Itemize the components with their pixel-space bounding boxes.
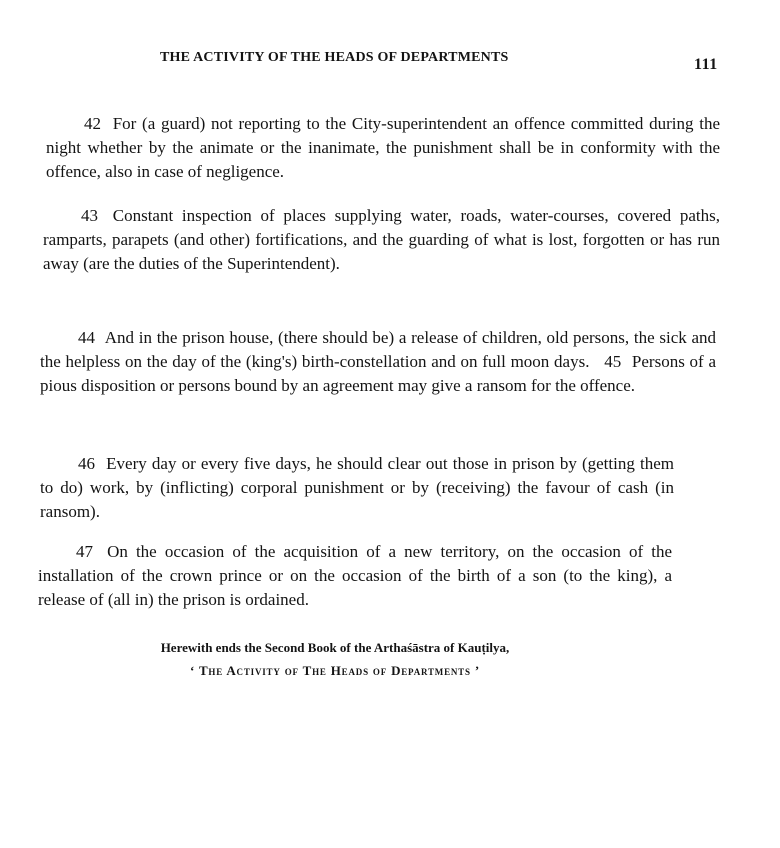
running-head-title: THE ACTIVITY OF THE HEADS OF DEPARTMENTS <box>160 50 509 65</box>
paragraph-43 <box>43 204 720 276</box>
paragraph-46 <box>40 452 674 524</box>
paragraph-47 <box>38 540 672 612</box>
paragraph-number: 47 <box>76 542 93 561</box>
page-number: 111 <box>694 56 718 73</box>
paragraph-text: Every day or every five days, he should clear out those in prison by (getting them to do) work, by (inflicting) corporal punishment or by (receiving) the favour of cash (in ransom). <box>40 454 674 521</box>
paragraph-number: 44 <box>78 328 95 347</box>
colophon-line-2: ‘ The Activity of The Heads of Departments ’ <box>190 663 480 678</box>
paragraph-number: 42 <box>84 114 101 133</box>
paragraph-42 <box>46 112 720 184</box>
paragraph-text: For (a guard) not reporting to the City-superintendent an offence committed during the night whether by the animate or the inanimate, the punishment shall be in conformity with the offence, also in case of negligence. <box>46 114 721 181</box>
paragraph-44 <box>40 326 716 398</box>
paragraph-number-45: 45 <box>604 352 622 371</box>
paragraph-text: And in the prison house, (there should be) a release of children, old persons, the sick and the helpless on the day of the (king's) birth-constellation and on full moon days. <box>40 328 717 371</box>
paragraph-text: Constant inspection of places supplying water, roads, water-courses, covered paths, ramparts, parapets (and other) fortifications, and the guarding of what is lost, forgotten or has run away (are the duties of the Superintendent). <box>43 206 720 273</box>
colophon-line-1: Herewith ends the Second Book of the Arthaśāstra of Kauṭilya, <box>160 640 510 655</box>
paragraph-number: 43 <box>81 206 98 225</box>
paragraph-text-45: Persons of a pious disposition or persons bound by an agreement may give a ransom for the offence. <box>40 352 716 395</box>
paragraph-text: On the occasion of the acquisition of a new territory, on the occasion of the installation of the crown prince or on the occasion of the birth of a son (to the king), a release of (all in) the prison is ordained. <box>38 542 672 609</box>
paragraph-number: 46 <box>78 454 95 473</box>
